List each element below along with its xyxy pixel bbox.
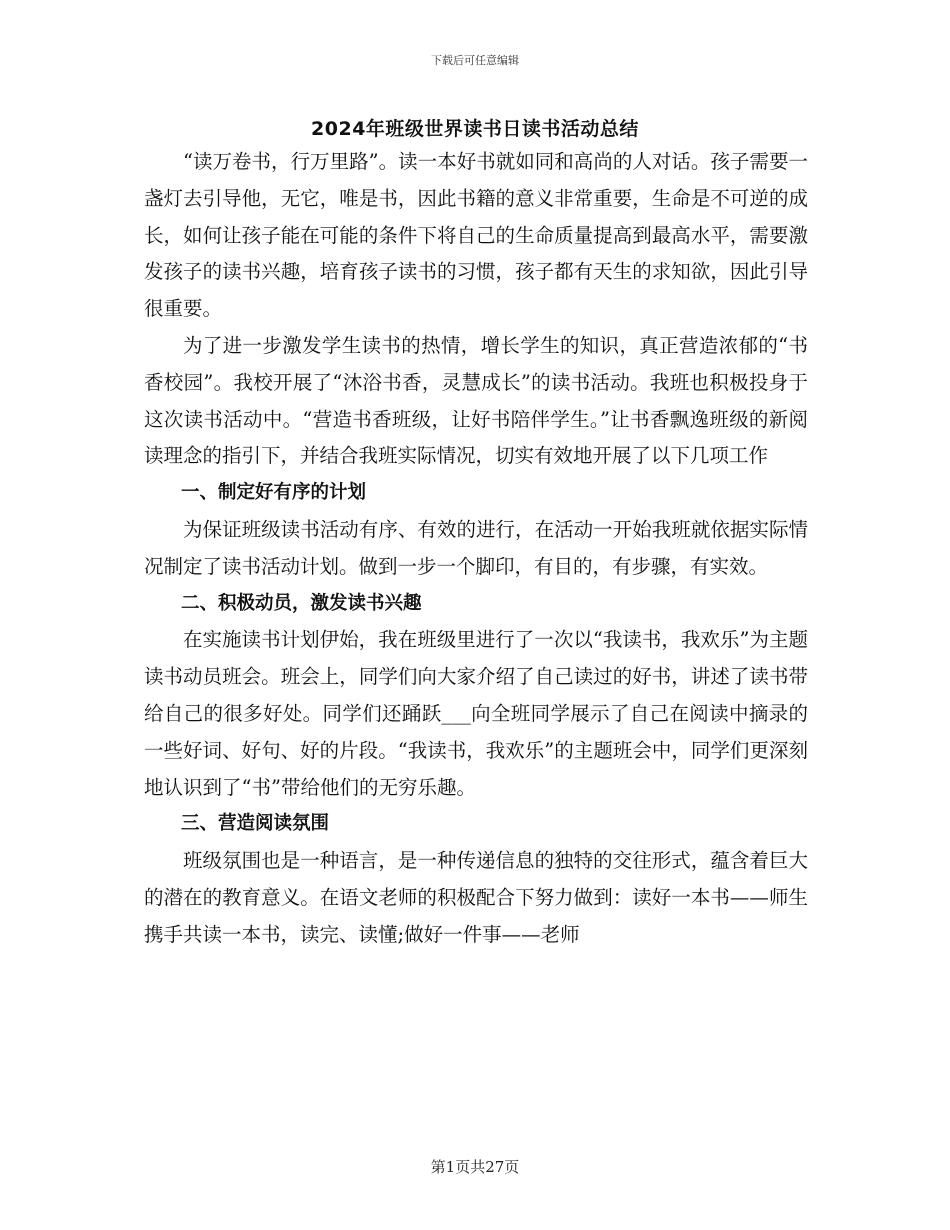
section-heading-1: 一、制定好有序的计划 <box>181 482 367 504</box>
document-body <box>144 144 808 954</box>
paragraph-background: 为了进一步激发学生读书的热情，增长学生的知识，真正营造浓郁的“书香校园”。我校开展了“沐浴书香，灵慧成长”的读书活动。我班也积极投身于这次读书活动中。“营造书香班级，让好书陪伴学生。”让书香飘逸班级的新阅读理念的指引下，并结合我班实际情况，切实有效地开展了以下几项工作 <box>144 333 808 468</box>
document-title: 2024年班级世界读书日读书活动总结 <box>311 118 639 140</box>
paragraph-section-2: 在实施读书计划伊始，我在班级里进行了一次以“我读书，我欢乐”为主题读书动员班会。班会上，同学们向大家介绍了自己读过的好书，讲述了读书带给自己的很多好处。同学们还踊跃___向全班同学展示了自己在阅读中摘录的一些好词、好句、好的片段。“我读书，我欢乐”的主题班会中，同学们更深刻地认识到了“书”带给他们的无穷乐趣。 <box>144 628 808 799</box>
page-header-note: 下载后可任意编辑 <box>431 54 519 67</box>
section-heading-2: 二、积极动员，激发读书兴趣 <box>181 592 422 614</box>
paragraph-section-1: 为保证班级读书活动有序、有效的进行，在活动一开始我班就依据实际情况制定了读书活动计划。做到一步一个脚印，有目的，有步骤，有实效。 <box>144 517 808 578</box>
paragraph-section-3: 班级氛围也是一种语言，是一种传递信息的独特的交往形式，蕴含着巨大的潜在的教育意义。在语文老师的积极配合下努力做到：读好一本书——师生携手共读一本书，读完、读懂;做好一件事——老师 <box>144 849 808 946</box>
page-number: 第1页共27页 <box>430 1158 520 1176</box>
paragraph-intro: “读万卷书，行万里路”。读一本好书就如同和高尚的人对话。孩子需要一盏灯去引导他，无它，唯是书，因此书籍的意义非常重要，生命是不可逆的成长，如何让孩子能在可能的条件下将自己的生命质量提高到最高水平，需要激发孩子的读书兴趣，培育孩子读书的习惯，孩子都有天生的求知欲，因此引导很重要。 <box>144 150 808 321</box>
section-heading-3: 三、营造阅读氛围 <box>181 813 330 835</box>
